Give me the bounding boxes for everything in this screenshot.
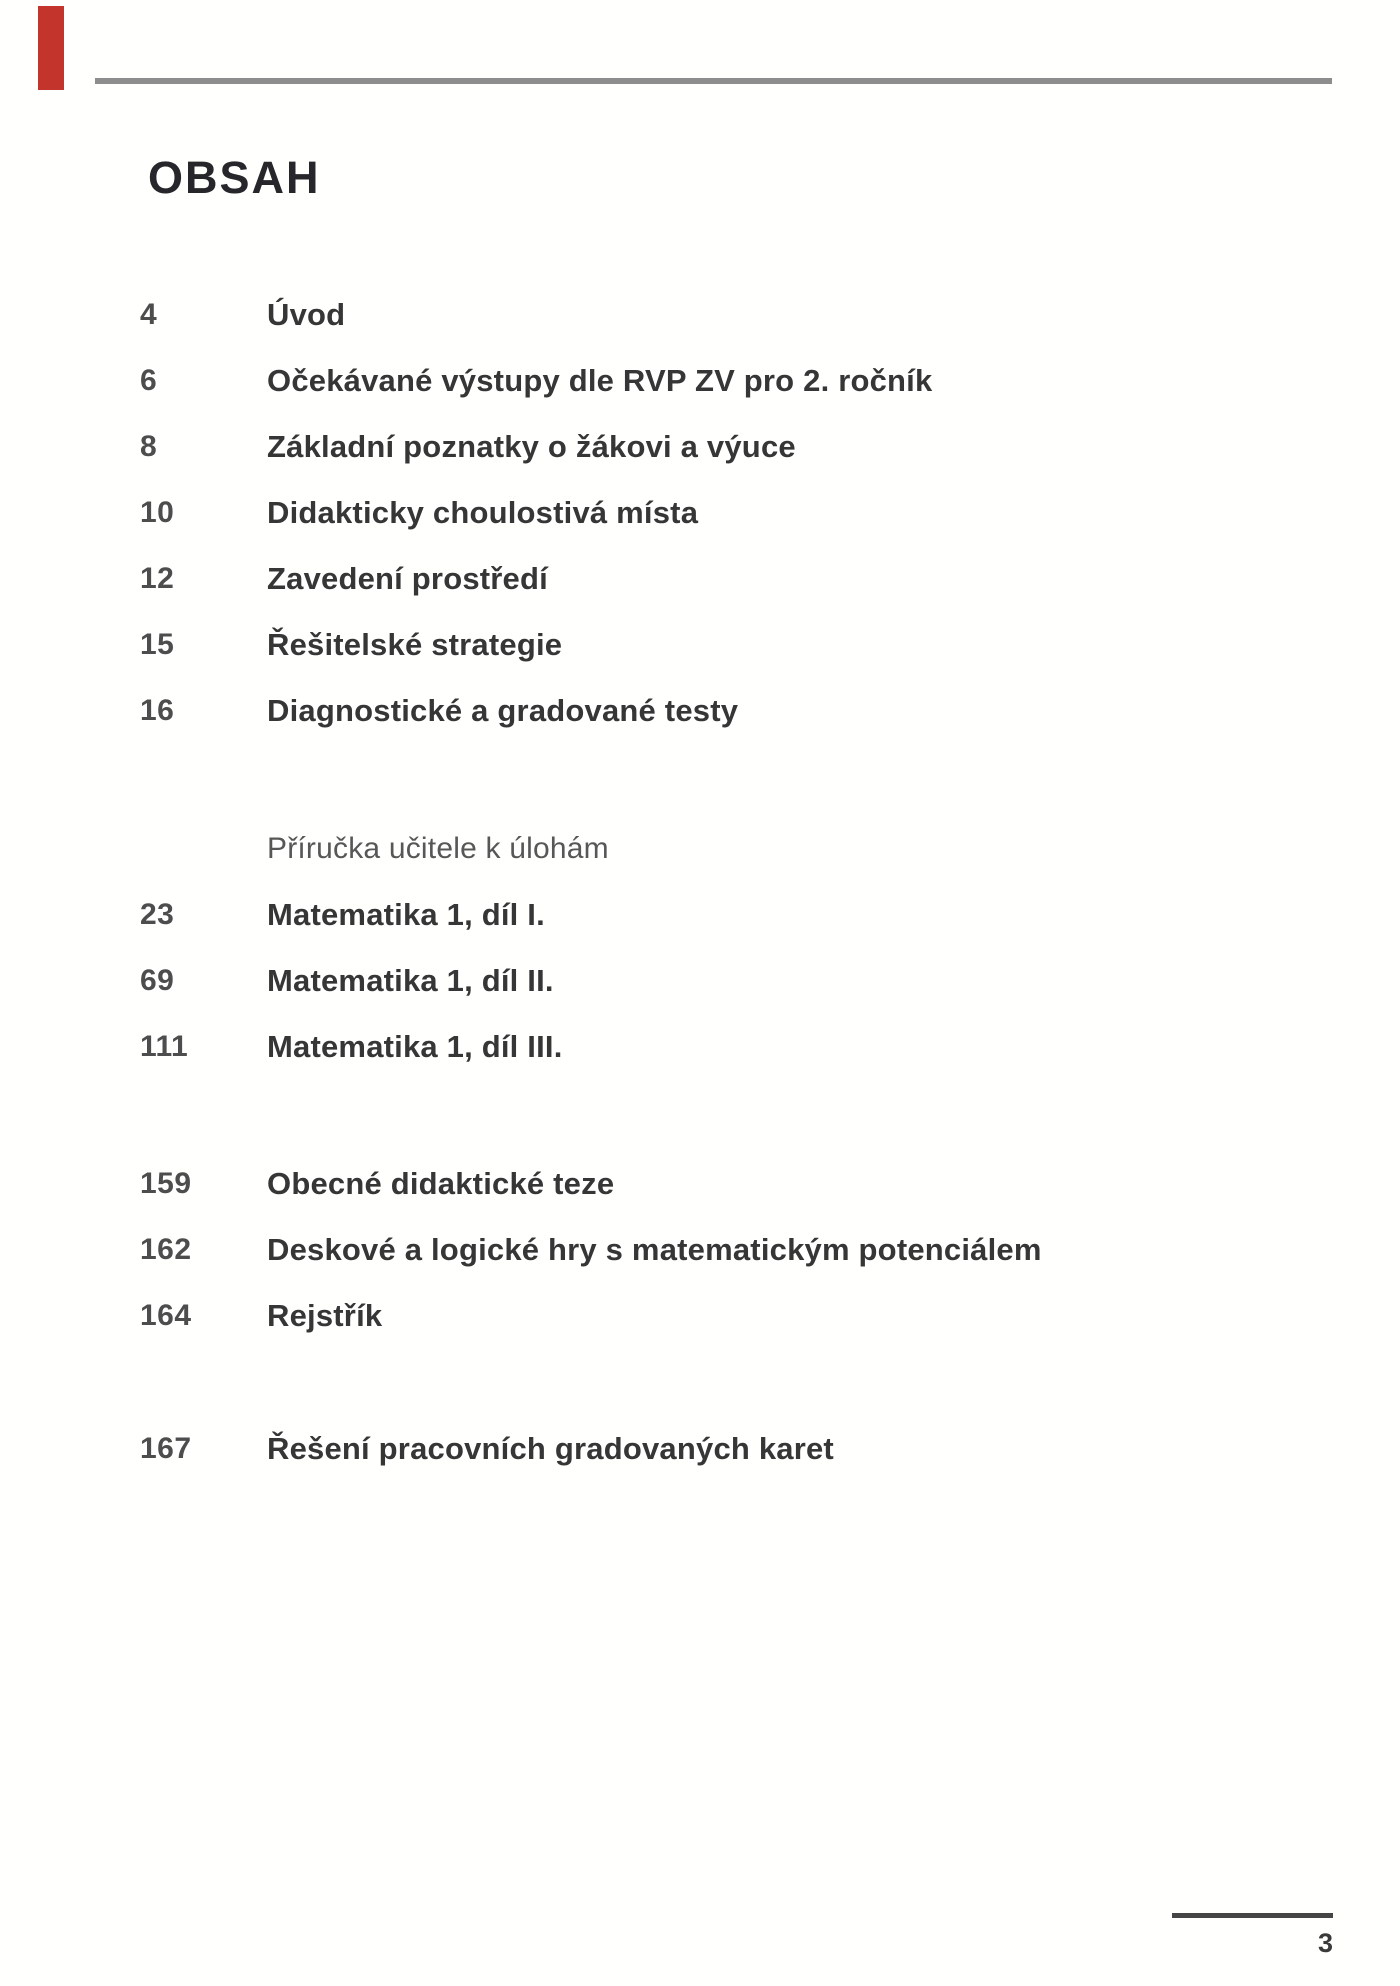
toc-entry-title: Řešitelské strategie [267, 627, 563, 662]
toc-entry [140, 948, 1290, 1014]
toc-entry-page-number: 12 [140, 562, 175, 595]
toc-entry [140, 1217, 1290, 1283]
toc-entry-page-number: 162 [140, 1233, 192, 1266]
toc-entry-title: Matematika 1, díl III. [267, 1029, 563, 1064]
toc-entry-title: Řešení pracovních gradovaných karet [267, 1431, 834, 1466]
toc-entry-page-number: 15 [140, 628, 175, 661]
toc-entry-page-number: 6 [140, 364, 158, 397]
toc-entry-title: Deskové a logické hry s matematickým potenciálem [267, 1232, 1042, 1267]
page-title: OBSAH [148, 152, 321, 203]
top-divider-line [95, 78, 1332, 84]
toc-entry [140, 546, 1290, 612]
toc-entry-title: Zavedení prostředí [267, 561, 548, 596]
toc-entry [140, 882, 1290, 948]
toc-entry-title: Didakticky choulostivá místa [267, 495, 699, 530]
toc-entry-page-number: 4 [140, 298, 158, 331]
page-number: 3 [1317, 1928, 1333, 1958]
toc-entry [140, 282, 1290, 348]
footer-divider-line [1172, 1913, 1333, 1918]
toc-entry-page-number: 10 [140, 496, 175, 529]
toc-entry [140, 1014, 1290, 1080]
toc-section-label: Příručka učitele k úlohám [267, 832, 609, 865]
toc-entry-page-number: 167 [140, 1432, 192, 1465]
toc-entry [140, 612, 1290, 678]
toc-entry-page-number: 159 [140, 1167, 192, 1200]
toc-entry-title: Rejstřík [267, 1298, 383, 1333]
toc-entry [140, 678, 1290, 744]
toc-entry-title: Matematika 1, díl I. [267, 897, 545, 932]
table-of-contents [140, 282, 1290, 1482]
toc-entry-title: Diagnostické a gradované testy [267, 693, 739, 728]
toc-entry [140, 414, 1290, 480]
toc-entry-page-number: 69 [140, 964, 175, 997]
toc-entry-title: Základní poznatky o žákovi a výuce [267, 429, 796, 464]
toc-section-header-row [140, 816, 1290, 882]
toc-entry [140, 1151, 1290, 1217]
toc-entry [140, 480, 1290, 546]
toc-entry-page-number: 8 [140, 430, 158, 463]
toc-entry-title: Očekávané výstupy dle RVP ZV pro 2. ročník [267, 363, 933, 398]
toc-entry-title: Matematika 1, díl II. [267, 963, 554, 998]
toc-entry [140, 1283, 1290, 1349]
toc-entry-title: Úvod [267, 297, 346, 332]
toc-entry-page-number: 23 [140, 898, 175, 931]
toc-entry-page-number: 111 [140, 1030, 189, 1063]
toc-entry-page-number: 16 [140, 694, 175, 727]
toc-entry-page-number: 164 [140, 1299, 192, 1332]
red-corner-tab [38, 6, 64, 90]
toc-entry [140, 1416, 1290, 1482]
toc-entry-title: Obecné didaktické teze [267, 1166, 615, 1201]
toc-entry [140, 348, 1290, 414]
